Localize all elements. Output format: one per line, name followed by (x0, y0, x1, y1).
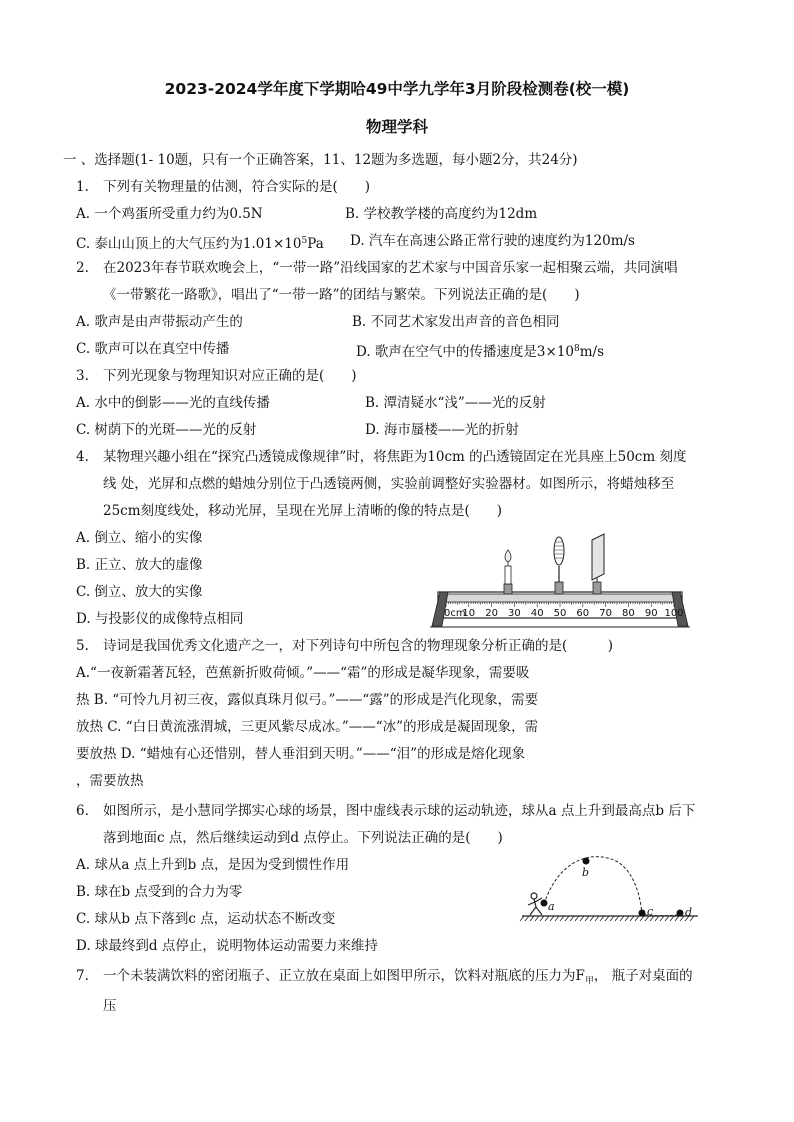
ball-point-b (583, 858, 590, 865)
bench-scale-label: 10 (462, 608, 476, 619)
bench-scale-label: 20 (485, 608, 498, 619)
ground-hatch (525, 916, 529, 921)
label-a: a (548, 900, 555, 913)
q2-option-b: B. 不同艺术家发出声音的音色相同 (352, 314, 560, 330)
q7-number: 7. (76, 968, 89, 984)
q3-option-b: B. 潭清疑水“浅”——光的反射 (365, 395, 546, 411)
bench-scale-label: 80 (622, 608, 635, 619)
q6-option-d: D. 球最终到d 点停止，说明物体运动需要力来维持 (76, 938, 378, 954)
ground-hatch (620, 916, 624, 921)
ground-hatch (670, 916, 674, 921)
q4-option-a: A. 倒立、缩小的实像 (76, 530, 203, 546)
q1-option-a: A. 一个鸡蛋所受重力约为0.5N (76, 206, 263, 222)
ground-hatch (530, 916, 534, 921)
ball-trajectory-figure (518, 852, 700, 932)
ground-hatch (575, 916, 579, 921)
ball-point-c (639, 910, 646, 917)
q4-stem-line1: 某物理兴趣小组在“探究凸透镜成像规律”时，将焦距为10cm 的凸透镜固定在光具座上50cm 刻度 (103, 449, 687, 465)
ground-hatch (635, 916, 639, 921)
q4-option-c: C. 倒立、放大的实像 (76, 584, 203, 600)
bench-scale-label: 100 (664, 608, 684, 619)
section-heading: 一 、选择题(1- 10题，只有一个正确答案，11、12题为多选题，每小题2分，共24分) (63, 152, 578, 168)
ground-hatch (675, 916, 679, 921)
q5-line3: 放热 C. “白日黄流涨渭城，三更风紫尽成冰。”——“冰”的形成是凝固现象，需 (76, 719, 539, 735)
ground-hatch (615, 916, 619, 921)
ground-hatch (655, 916, 659, 921)
ground-hatch (610, 916, 614, 921)
ball-point-d (677, 910, 684, 917)
label-d: d (685, 906, 693, 919)
q2-option-c: C. 歌声可以在真空中传播 (76, 341, 230, 357)
q1-option-b: B. 学校教学楼的高度约为12dm (345, 206, 538, 222)
q4-option-b: B. 正立、放大的虚像 (76, 557, 203, 573)
q2-option-a: A. 歌声是由声带振动产生的 (76, 314, 243, 330)
ground-hatch (555, 916, 559, 921)
q5-line1: A.“一夜新霜著瓦轻，芭蕉新折败荷倾。”——“霜”的形成是凝华现象，需要吸 (76, 665, 530, 681)
q2-number: 2. (76, 260, 89, 276)
q4-option-d: D. 与投影仪的成像特点相同 (76, 611, 244, 627)
ground-hatch (560, 916, 564, 921)
q5-stem: 诗词是我国优秀文化遗产之一，对下列诗句中所包含的物理现象分析正确的是( ) (103, 638, 614, 654)
q6-option-b: B. 球在b 点受到的合力为零 (76, 884, 243, 900)
ground-hatch (570, 916, 574, 921)
q5-line5: ，需要放热 (76, 773, 144, 789)
q3-stem: 下列光现象与物理知识对应正确的是( ) (103, 368, 357, 384)
q6-stem-line2: 落到地面c 点，然后继续运动到d 点停止。下列说法正确的是( ) (103, 830, 503, 846)
q4-stem-line3: 25cm刻度线处，移动光屏，呈现在光屏上清晰的像的特点是( ) (103, 503, 503, 519)
q4-number: 4. (76, 449, 89, 465)
ground-hatch (600, 916, 604, 921)
light-screen-icon (592, 534, 604, 594)
exam-title: 2023-2024学年度下学期哈49中学九学年3月阶段检测卷(校一模) (164, 80, 630, 98)
ground-hatch (545, 916, 549, 921)
ground-hatch (590, 916, 594, 921)
ground-hatch (535, 916, 539, 921)
bench-scale-label: 30 (508, 608, 521, 619)
ball-point-a (541, 900, 548, 907)
bench-scale-label: 50 (553, 608, 567, 619)
q3-number: 3. (76, 368, 89, 384)
q6-stem-line1: 如图所示，是小慧同学掷实心球的场景，图中虚线表示球的运动轨迹，球从a 点上升到最高点b 后下 (103, 803, 696, 819)
q6-option-a: A. 球从a 点上升到b 点，是因为受到惯性作用 (76, 857, 350, 873)
q5-number: 5. (76, 638, 89, 654)
optical-bench-figure (428, 530, 692, 630)
bench-scale-label: 40 (530, 608, 544, 619)
bench-scale-label: 90 (644, 608, 658, 619)
ground-hatch (520, 916, 524, 921)
q2-stem-line2: 《一带繁花一路歌》，唱出了“一带一路”的团结与繁荣。下列说法正确的是( ) (103, 287, 580, 303)
q6-option-c: C. 球从b 点下落到c 点，运动状态不断改变 (76, 911, 336, 927)
q6-number: 6. (76, 803, 89, 819)
ground-hatch (605, 916, 609, 921)
subject-title: 物理学科 (365, 117, 428, 136)
candle-icon (504, 550, 512, 594)
ground-hatch (580, 916, 584, 921)
ground-hatch (665, 916, 669, 921)
bench-scale-label: 60 (576, 608, 590, 619)
q3-option-c: C. 树荫下的光斑——光的反射 (76, 422, 257, 438)
ground-hatch (585, 916, 589, 921)
bench-scale-label: 70 (599, 608, 612, 619)
q7-stem-line1: 一个未装满饮料的密闭瓶子、正立放在桌面上如图甲所示，饮料对瓶底的压力为$F_甲$， 瓶子对桌面的 (103, 968, 693, 987)
bench-scale-label: 0cm (444, 608, 466, 619)
convex-lens-icon (554, 537, 564, 594)
q3-option-a: A. 水中的倒影——光的直线传播 (76, 395, 270, 411)
q2-stem-line1: 在2023年春节联欢晚会上，“一带一路”沿线国家的艺术家与中国音乐家一起相聚云端，共同演唱 (103, 260, 678, 276)
label-c: c (647, 905, 654, 918)
ground-hatch (595, 916, 599, 921)
ground-hatch (640, 916, 644, 921)
q7-stem-line2: 压 (103, 998, 117, 1014)
ground-hatch (550, 916, 554, 921)
q1-option-d: D. 汽车在高速公路正常行驶的速度约为120m/s (350, 233, 635, 249)
label-b: b (582, 866, 590, 879)
ground-hatch (565, 916, 569, 921)
thrower-figure-icon (528, 893, 542, 915)
ground-hatch (630, 916, 634, 921)
q4-stem-line2: 线 处，光屏和点燃的蜡烛分别位于凸透镜两侧，实验前调整好实验器材。如图所示，将蜡烛移至 (103, 476, 675, 492)
q1-option-c: C. 泰山山顶上的大气压约为$1.01\times 10^5Pa$ (76, 236, 324, 252)
q5-line4: 要放热 D. “蜡烛有心还惜别，替人垂泪到天明。”——“泪”的形成是熔化现象 (76, 746, 526, 762)
q3-option-d: D. 海市蜃楼——光的折射 (365, 422, 519, 438)
ground-hatch (660, 916, 664, 921)
q2-option-d: D. 歌声在空气中的传播速度是$3\times 10^8m/s$ (356, 344, 605, 360)
ground-hatch (540, 916, 544, 921)
q1-number: 1. (76, 179, 89, 195)
q5-line2: 热 B. “可怜九月初三夜，露似真珠月似弓。”——“露”的形成是汽化现象，需要 (76, 692, 539, 708)
q1-stem: 下列有关物理量的估测，符合实际的是( ) (103, 179, 371, 195)
ground-hatch (625, 916, 629, 921)
ground-hatch (680, 916, 684, 921)
